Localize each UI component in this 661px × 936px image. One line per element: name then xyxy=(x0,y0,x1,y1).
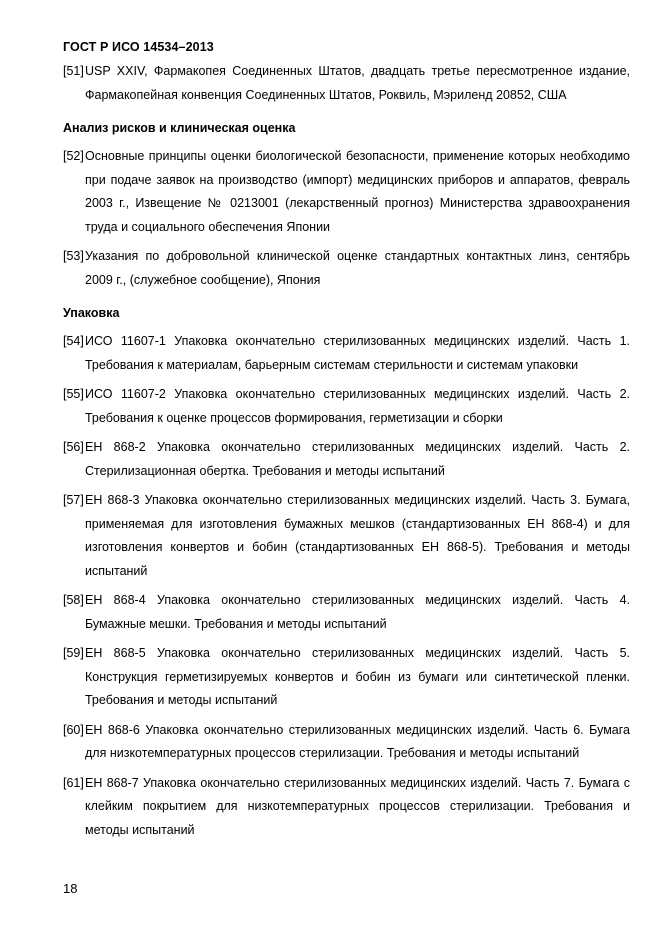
reference-number: [52] xyxy=(63,149,84,163)
reference-item xyxy=(63,642,630,713)
reference-text: Основные принципы оценки биологической безопасности, применение которых необходимо при подаче заявок на производство (импорт) медицинских приборов и аппаратов, февраль 2003 г., Извещение № 0213001 (лекарственный прогноз) Министерства здравоохранения труда и социального обеспечения Японии xyxy=(85,149,630,234)
reference-text: ЕН 868-3 Упаковка окончательно стерилизованных медицинских изделий. Часть 3. Бумага, применяемая для изготовления бумажных мешков (стандартизованных ЕН 868-4) и для изготовления конвертов и бобин (стандартизованных ЕН 868-5). Требования и методы испытаний xyxy=(85,493,630,578)
reference-item xyxy=(63,772,630,843)
reference-number: [55] xyxy=(63,387,84,401)
reference-number: [58] xyxy=(63,593,84,607)
reference-text: Указания по добровольной клинической оценке стандартных контактных линз, сентябрь 2009 г., (служебное сообщение), Япония xyxy=(85,249,630,287)
references-group-risk-analysis xyxy=(63,145,630,292)
references-group-packaging xyxy=(63,330,630,842)
reference-text: ЕН 868-2 Упаковка окончательно стерилизованных медицинских изделий. Часть 2. Стерилизационная обертка. Требования и методы испытаний xyxy=(85,440,630,478)
reference-number: [56] xyxy=(63,440,84,454)
reference-text: ЕН 868-6 Упаковка окончательно стерилизованных медицинских изделий. Часть 6. Бумага для низкотемпературных процессов стерилизации. Требования и методы испытаний xyxy=(85,722,630,760)
reference-text: ИСО 11607-1 Упаковка окончательно стерилизованных медицинских изделий. Часть 1. Требования к материалам, барьерным системам стерильности и системам упаковки xyxy=(85,334,630,372)
reference-text: ИСО 11607-2 Упаковка окончательно стерилизованных медицинских изделий. Часть 2. Требования к оценке процессов формирования, герметизации и сборки xyxy=(85,387,630,425)
reference-text: ЕН 868-5 Упаковка окончательно стерилизованных медицинских изделий. Часть 5. Конструкция герметизируемых конвертов и бобин из бумаги или синтетической пленки. Требования и методы испытаний xyxy=(85,646,630,707)
page-number: 18 xyxy=(63,881,78,896)
reference-number: [53] xyxy=(63,249,84,263)
reference-text: ЕН 868-4 Упаковка окончательно стерилизованных медицинских изделий. Часть 4. Бумажные мешки. Требования и методы испытаний xyxy=(85,593,630,631)
reference-item xyxy=(63,489,630,583)
reference-number: [60] xyxy=(63,722,84,737)
section-heading-packaging: Упаковка xyxy=(63,306,120,320)
page-header: ГОСТ Р ИСО 14534–2013 xyxy=(63,40,214,54)
reference-item xyxy=(63,383,630,430)
reference-item xyxy=(63,719,630,766)
reference-item xyxy=(63,245,630,292)
references-list xyxy=(63,60,630,848)
reference-item xyxy=(63,436,630,483)
reference-item xyxy=(63,60,630,107)
reference-number: [59] xyxy=(63,646,84,660)
references-group-top xyxy=(63,60,630,107)
reference-item xyxy=(63,330,630,377)
reference-number: [57] xyxy=(63,493,84,507)
reference-number: [51] xyxy=(63,64,84,78)
reference-number: [54] xyxy=(63,334,84,348)
reference-text: USP XXIV, Фармакопея Соединенных Штатов, двадцать третье пересмотренное издание, Фармакопейная конвенция Соединенных Штатов, Роквиль, Мэриленд 20852, США xyxy=(85,64,630,102)
reference-item xyxy=(63,145,630,239)
section-heading-risk-analysis: Анализ рисков и клиническая оценка xyxy=(63,121,296,135)
reference-text: ЕН 868-7 Упаковка окончательно стерилизованных медицинских изделий. Часть 7. Бумага с клейким покрытием для низкотемпературных процессов стерилизации. Требования и методы испытаний xyxy=(85,775,630,837)
reference-number: [61] xyxy=(63,775,84,790)
reference-item xyxy=(63,589,630,636)
